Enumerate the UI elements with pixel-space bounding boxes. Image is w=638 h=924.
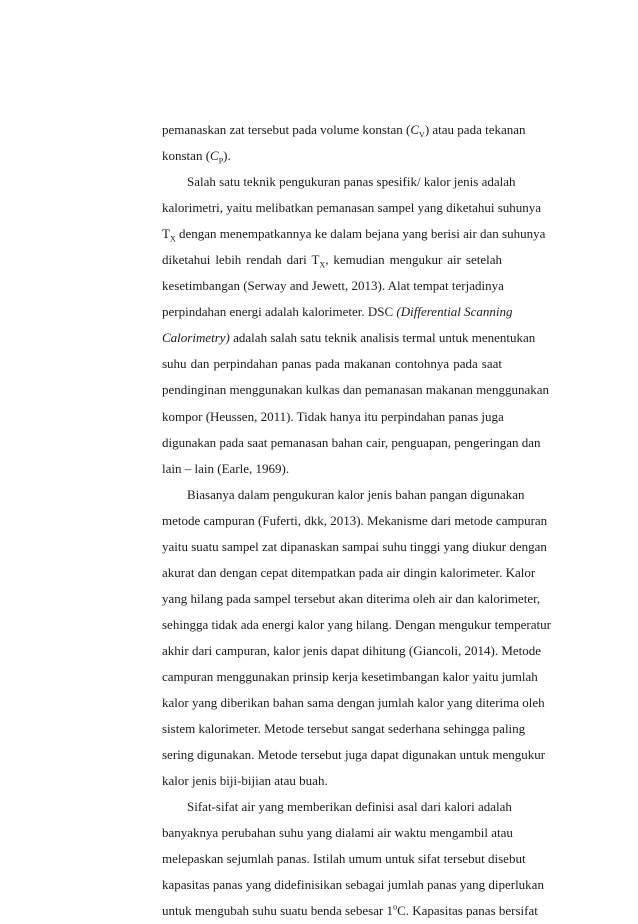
text-line xyxy=(162,534,547,560)
text-line xyxy=(162,898,538,924)
text-run: yang hilang pada sampel tersebut akan diterima oleh air dan kalorimeter, xyxy=(162,590,541,606)
text-line xyxy=(162,117,526,143)
text-line xyxy=(162,742,546,768)
text-run: akhir dari campuran, kalor jenis dapat dihitung (Giancoli, 2014). Metode xyxy=(162,642,542,658)
text-line xyxy=(162,325,536,351)
body-text xyxy=(162,117,551,924)
text-run: banyaknya perubahan suhu yang dialami air waktu mengambil atau xyxy=(162,825,513,841)
text-run: sistem kalorimeter. Metode tersebut sangat sederhana sehingga paling xyxy=(162,721,526,737)
text-run: perpindahan energi adalah kalorimeter. DSC xyxy=(162,304,397,320)
text-line xyxy=(162,404,502,430)
text-line xyxy=(162,221,546,247)
italic-run: Calorimetry) xyxy=(162,330,230,346)
text-run: ). xyxy=(223,148,231,164)
text-run: ) atau pada tekanan xyxy=(424,122,526,137)
text-run: sering digunakan. Metode tersebut juga dapat digunakan untuk mengukur xyxy=(162,747,546,763)
text-run: konstan ( xyxy=(162,148,211,164)
italic-run: (Differential Scanning xyxy=(396,304,513,320)
italic-run: C xyxy=(410,122,420,137)
text-line xyxy=(162,794,512,820)
text-run: kalorimetri, yaitu melibatkan pemanasan sampel yang diketahui suhunya xyxy=(162,200,542,216)
text-run: C. Kapasitas panas bersifat xyxy=(397,903,538,919)
text-line xyxy=(162,716,526,742)
text-run: sehingga tidak ada energi kalor yang hilang. Dengan mengukur temperatur xyxy=(162,616,551,632)
text-run: T xyxy=(162,226,170,242)
text-line xyxy=(162,560,536,586)
text-line xyxy=(162,612,551,638)
text-line xyxy=(162,273,502,299)
text-line xyxy=(162,351,502,377)
text-line xyxy=(162,299,513,325)
text-line xyxy=(162,143,502,169)
text-run: kalor yang diberikan bahan sama dengan jumlah kalor yang diterima oleh xyxy=(162,695,545,711)
text-run: kapasitas panas yang didefinisikan sebagai jumlah panas yang diperlukan xyxy=(162,877,544,893)
paragraph-p2 xyxy=(162,169,549,482)
paragraph-p4 xyxy=(162,794,544,924)
subscript: X xyxy=(319,260,326,270)
text-line xyxy=(162,820,513,846)
text-line xyxy=(162,638,542,664)
text-line xyxy=(162,586,541,612)
italic-run: C xyxy=(210,148,219,164)
text-run: pemanaskan zat tersebut pada volume konstan ( xyxy=(162,122,411,137)
text-line xyxy=(162,169,516,195)
text-run: kompor (Heussen, 2011). Tidak hanya itu perpindahan panas juga xyxy=(162,408,504,424)
text-line xyxy=(162,247,502,273)
text-line xyxy=(162,872,544,898)
text-run: metode campuran (Fuferti, dkk, 2013). Mekanisme dari metode campuran xyxy=(162,512,548,528)
subscript: X xyxy=(169,234,176,244)
text-line xyxy=(162,508,548,534)
superscript: o xyxy=(393,903,398,913)
text-line xyxy=(162,195,542,221)
text-run: kesetimbangan (Serway and Jewett, 2013). Alat tempat terjadinya xyxy=(162,278,504,294)
text-line xyxy=(162,456,502,482)
text-run: akurat dan dengan cepat ditempatkan pada air dingin kalorimeter. Kalor xyxy=(162,564,536,580)
text-run: adalah salah satu teknik analisis termal untuk menentukan xyxy=(229,330,536,346)
text-run: Salah satu teknik pengukuran panas spesifik/ kalor jenis adalah xyxy=(187,174,516,190)
text-run: Biasanya dalam pengukuran kalor jenis bahan pangan digunakan xyxy=(187,486,525,502)
text-line xyxy=(162,768,502,794)
text-run: Sifat-sifat air yang memberikan definisi asal dari kalori adalah xyxy=(187,799,512,815)
text-run: diketahui lebih rendah dari T xyxy=(162,252,320,268)
text-line xyxy=(162,690,545,716)
text-line xyxy=(162,664,538,690)
text-run: campuran menggunakan prinsip kerja kesetimbangan kalor yaitu jumlah xyxy=(162,668,538,684)
text-run: digunakan pada saat pemanasan bahan cair, penguapan, pengeringan dan xyxy=(162,434,541,450)
paragraph-p3 xyxy=(162,482,551,795)
text-line xyxy=(162,846,526,872)
text-run: kalor jenis biji-bijian atau buah. xyxy=(162,773,328,789)
text-run: dengan menempatkannya ke dalam bejana yang berisi air dan suhunya xyxy=(175,226,546,242)
subscript: V xyxy=(419,130,425,140)
text-run: yaitu suatu sampel zat dipanaskan sampai suhu tinggi yang diukur dengan xyxy=(162,538,547,554)
text-run: lain – lain (Earle, 1969). xyxy=(162,460,290,476)
text-run: untuk mengubah suhu suatu benda sebesar 1 xyxy=(162,903,394,919)
subscript: P xyxy=(218,156,224,166)
text-line xyxy=(162,482,525,508)
paragraph-p1 xyxy=(162,117,526,169)
text-run: melepaskan sejumlah panas. Istilah umum untuk sifat tersebut disebut xyxy=(162,851,526,867)
text-run: suhu dan perpindahan panas pada makanan contohnya pada saat xyxy=(162,356,502,372)
text-line xyxy=(162,430,541,456)
text-run: pendinginan menggunakan kulkas dan pemanasan makanan menggunakan xyxy=(162,382,549,398)
text-run: , kemudian mengukur air setelah xyxy=(325,252,502,268)
text-line xyxy=(162,377,549,403)
